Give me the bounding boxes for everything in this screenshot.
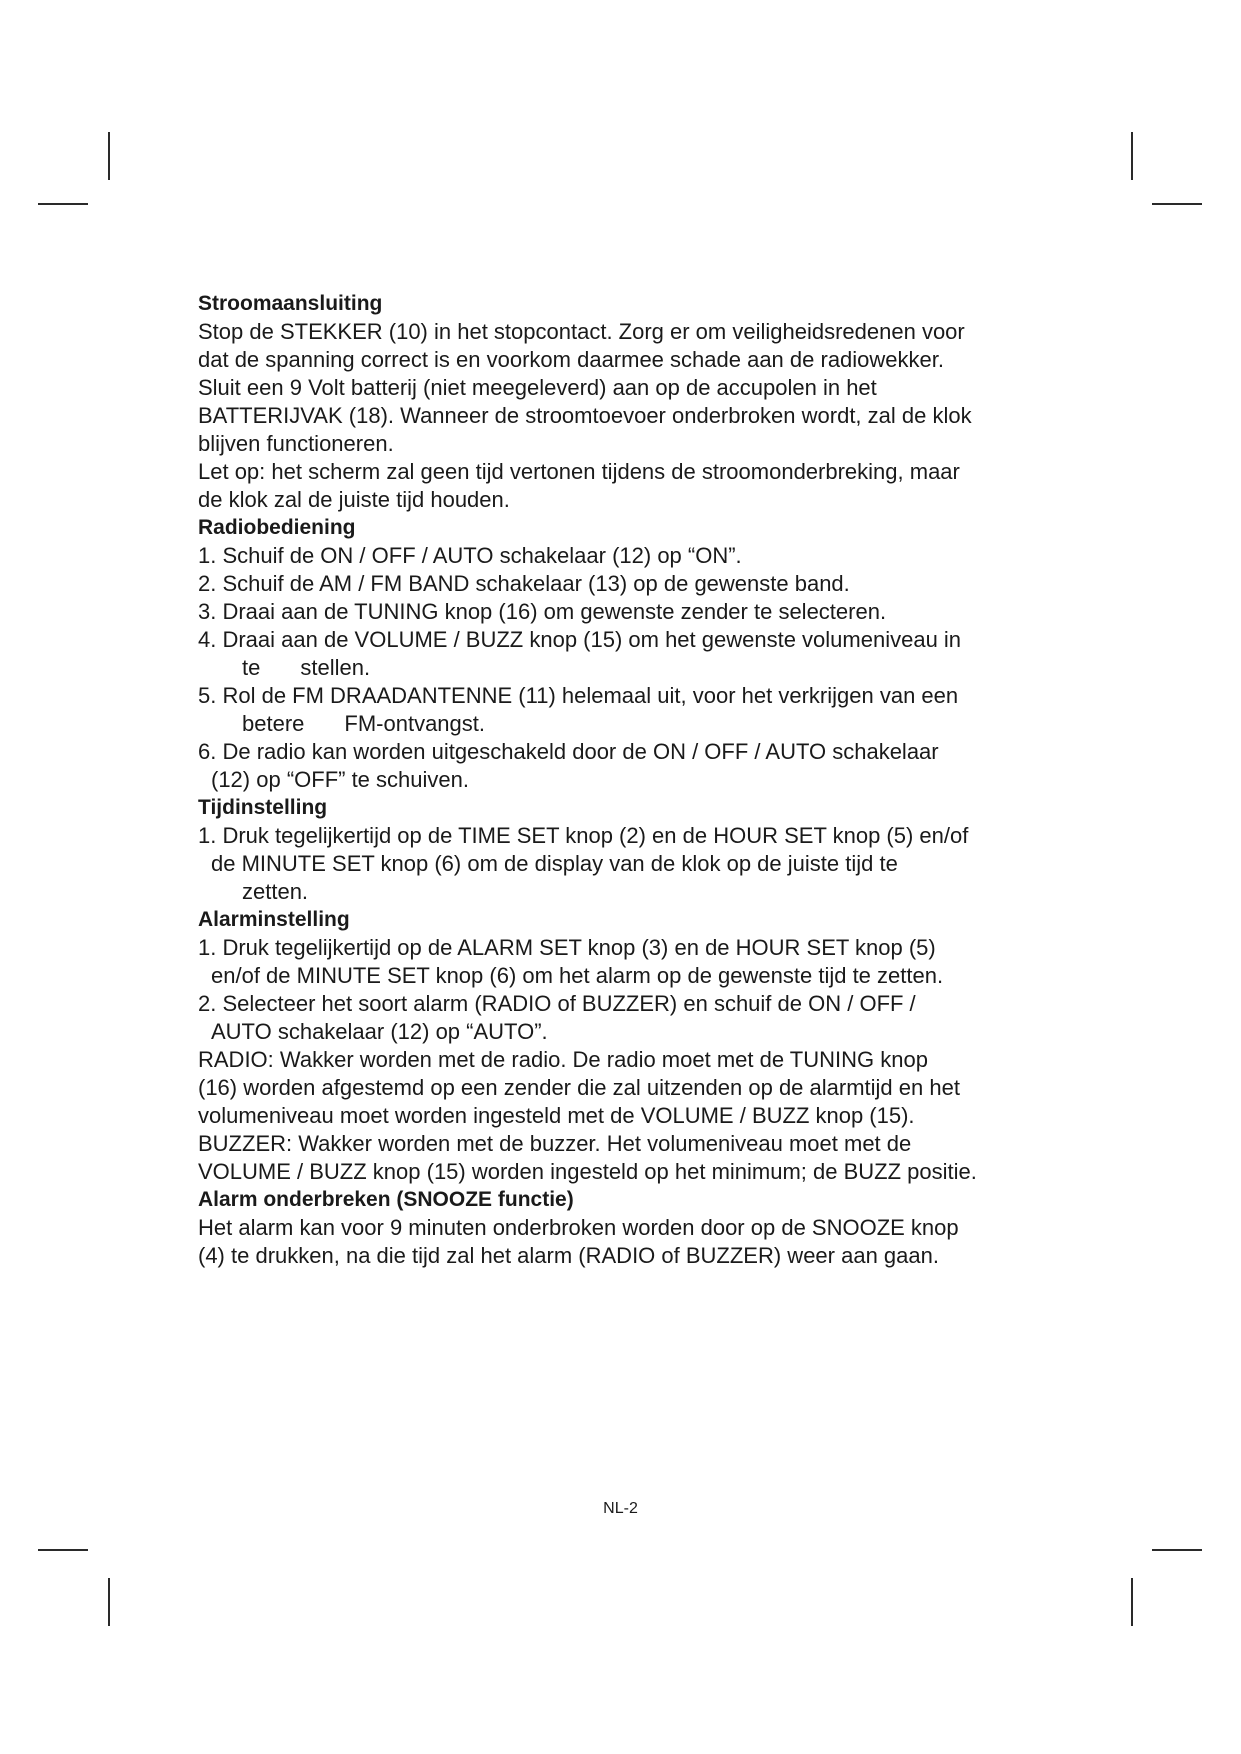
text-line: VOLUME / BUZZ knop (15) worden ingesteld op het minimum; de BUZZ positie. [198,1159,977,1184]
section-snooze [198,1186,1078,1270]
section-radiobediening [198,514,1078,794]
crop-mark [108,1578,110,1626]
crop-mark [108,132,110,180]
text-line: Let op: het scherm zal geen tijd vertonen tijdens de stroomonderbreking, maar [198,459,960,484]
text-line: (4) te drukken, na die tijd zal het alarm (RADIO of BUZZER) weer aan gaan. [198,1243,939,1268]
list-item-continuation: zetten. [242,879,309,904]
list-item: 6. De radio kan worden uitgeschakeld door de ON / OFF / AUTO schakelaar [198,739,939,764]
list-item-continuation [198,710,1078,738]
section-stroomaansluiting [198,290,1078,514]
text-line: Sluit een 9 Volt batterij (niet meegeleverd) aan op de accupolen in het [198,375,877,400]
text-fragment: FM-ontvangst. [344,711,485,736]
paragraph-buzzer-alarm [198,1130,1078,1186]
text-line: blijven functioneren. [198,431,394,456]
text-line: (16) worden afgestemd op een zender die zal uitzenden op de alarmtijd en het [198,1075,960,1100]
text-line: Het alarm kan voor 9 minuten onderbroken worden door op de SNOOZE knop [198,1215,959,1240]
section-heading: Stroomaansluiting [198,292,383,315]
text-line: BATTERIJVAK (18). Wanneer de stroomtoevoer onderbroken wordt, zal de klok [198,403,972,428]
list-item-continuation: de MINUTE SET knop (6) om de display van de klok op de juiste tijd te [211,851,898,876]
list-item-continuation: AUTO schakelaar (12) op “AUTO”. [211,1019,548,1044]
crop-mark [1131,1578,1133,1626]
text-fragment: betere [242,711,305,736]
crop-mark [38,1549,88,1551]
text-line: dat de spanning correct is en voorkom daarmee schade aan de radiowekker. [198,347,944,372]
crop-mark [38,203,88,205]
list-item: 1. Schuif de ON / OFF / AUTO schakelaar (12) op “ON”. [198,543,742,568]
page-number: NL-2 [603,1500,638,1517]
section-heading: Tijdinstelling [198,796,328,819]
text-fragment: stellen. [300,655,371,680]
section-tijdinstelling [198,794,1078,906]
list-item-continuation: (12) op “OFF” te schuiven. [211,767,469,792]
list-item: 2. Schuif de AM / FM BAND schakelaar (13) op de gewenste band. [198,571,850,596]
text-line: Stop de STEKKER (10) in het stopcontact. Zorg er om veiligheidsredenen voor [198,319,965,344]
text-line: de klok zal de juiste tijd houden. [198,487,510,512]
section-alarminstelling [198,906,1078,1046]
document-body [198,290,1078,1270]
text-line: RADIO: Wakker worden met de radio. De radio moet met de TUNING knop [198,1047,928,1072]
text-line: BUZZER: Wakker worden met de buzzer. Het volumeniveau moet met de [198,1131,912,1156]
text-line: volumeniveau moet worden ingesteld met de VOLUME / BUZZ knop (15). [198,1103,915,1128]
list-item: 1. Druk tegelijkertijd op de ALARM SET knop (3) en de HOUR SET knop (5) [198,935,936,960]
list-item: 1. Druk tegelijkertijd op de TIME SET knop (2) en de HOUR SET knop (5) en/of [198,823,969,848]
section-heading: Radiobediening [198,516,356,539]
section-heading: Alarm onderbreken (SNOOZE functie) [198,1188,574,1211]
text-fragment: te [242,655,261,680]
section-heading: Alarminstelling [198,908,350,931]
list-item: 5. Rol de FM DRAADANTENNE (11) helemaal uit, voor het verkrijgen van een [198,683,959,708]
list-item: 3. Draai aan de TUNING knop (16) om gewenste zender te selecteren. [198,599,887,624]
crop-mark [1152,1549,1202,1551]
list-item: 2. Selecteer het soort alarm (RADIO of BUZZER) en schuif de ON / OFF / [198,991,916,1016]
paragraph-radio-alarm [198,1046,1078,1130]
list-item: 4. Draai aan de VOLUME / BUZZ knop (15) om het gewenste volumeniveau in [198,627,962,652]
list-item-continuation [198,654,1078,682]
list-item-continuation: en/of de MINUTE SET knop (6) om het alarm op de gewenste tijd te zetten. [211,963,944,988]
crop-mark [1131,132,1133,180]
crop-mark [1152,203,1202,205]
